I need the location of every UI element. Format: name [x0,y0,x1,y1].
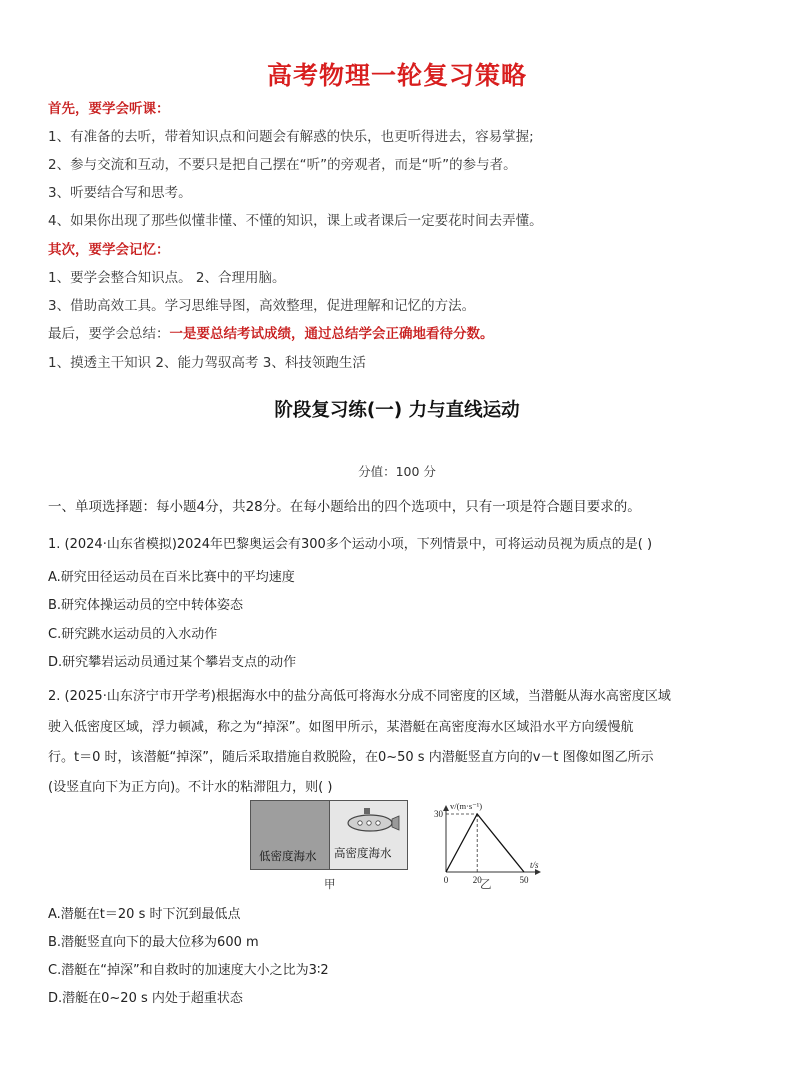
vt-x-tick-label: 50 [519,875,529,885]
first-item-4: 4、如果你出现了那些似懂非懂、不懂的知识，课上或者课后一定要花时间去弄懂。 [48,213,543,229]
section-title: 阶段复习练(一) 力与直线运动 [274,400,520,421]
q2-option-b: B.潜艇竖直向下的最大位移为600 m [48,935,259,950]
seawater-tank [250,800,408,870]
q2-figure [250,800,550,892]
q2-option-a: A.潜艇在t＝20 s 时下沉到最低点 [48,907,241,922]
vt-x-label: t/s [530,860,539,870]
vt-y-label: v/(m·s⁻¹) [450,801,483,811]
figure-caption-a: 甲 [324,877,336,891]
q1-option-b: B.研究体操运动员的空中转体姿态 [48,598,244,613]
high-density-region [330,801,407,869]
q1-option-a: A.研究田径运动员在百米比赛中的平均速度 [48,570,295,585]
second-item-2: 3、借助高效工具。学习思维导图，高效整理，促进理解和记忆的方法。 [48,298,476,314]
q2-option-d: D.潜艇在0~20 s 内处于超重状态 [48,991,243,1006]
first-item-2: 2、参与交流和互动，不要只是把自己摆在“听”的旁观者，而是“听”的参与者。 [48,157,517,173]
first-item-3: 3、听要结合写和思考。 [48,185,192,201]
q2-stem-line-4: (设竖直向下为正方向)。不计水的粘滞阻力，则( ) [48,780,333,795]
vt-x-tick-label: 0 [443,875,449,885]
last-highlight: 一是要总结考试成绩，通过总结学会正确地看待分数。 [169,326,494,342]
q2-stem-line-1: 2. (2025·山东济宁市开学考)根据海水中的盐分高低可将海水分成不同密度的区域，当潜艇从海水高密度区域 [48,689,671,704]
vt-y-tick-label: 30 [434,809,443,819]
part-one-instruction: 一、单项选择题：每小题4分，共28分。在每小题给出的四个选项中，只有一项是符合题目要求的。 [48,499,641,515]
q2-stem-line-3: 行。t＝0 时，该潜艇“掉深”，随后采取措施自救脱险，在0~50 s 内潜艇竖直方向的v－t 图像如图乙所示 [48,750,654,765]
last-line [48,322,494,342]
last-prefix: 最后，要学会总结： [48,326,170,342]
submarine-icon [342,807,402,837]
q1-stem: 1. (2024·山东省模拟)2024年巴黎奥运会有300多个运动小项，下列情景中，可将运动员视为质点的是( ) [48,537,653,552]
low-density-region [251,801,330,869]
first-item-1: 1、有准备的去听，带着知识点和问题会有解惑的快乐，也更听得进去，容易掌握; [48,129,534,145]
vt-series-line [446,814,524,872]
page-title: 高考物理一轮复习策略 [266,61,527,90]
q2-stem-line-2: 驶入低密度区域，浮力顿减，称之为“掉深”。如图甲所示，某潜艇在高密度海水区域沿水平方向缓慢航 [48,720,634,735]
vt-x-tick-label: 20 [472,875,482,885]
high-density-label: 高密度海水 [334,846,392,860]
second-item-1: 1、要学会整合知识点。 2、合理用脑。 [48,270,286,286]
score-text: 分值：100 分 [358,464,436,479]
figure-caption-b: 乙 [480,877,492,891]
low-density-label: 低密度海水 [259,849,317,863]
q2-option-c: C.潜艇在“掉深”和自救时的加速度大小之比为3∶2 [48,963,329,978]
first-heading: 首先，要学会听课： [48,101,170,117]
q1-option-d: D.研究攀岩运动员通过某个攀岩支点的动作 [48,655,297,670]
second-heading: 其次，要学会记忆： [48,242,170,258]
q1-option-c: C.研究跳水运动员的入水动作 [48,627,218,642]
last-items: 1、摸透主干知识 2、能力驾驭高考 3、科技领跑生活 [48,355,366,371]
